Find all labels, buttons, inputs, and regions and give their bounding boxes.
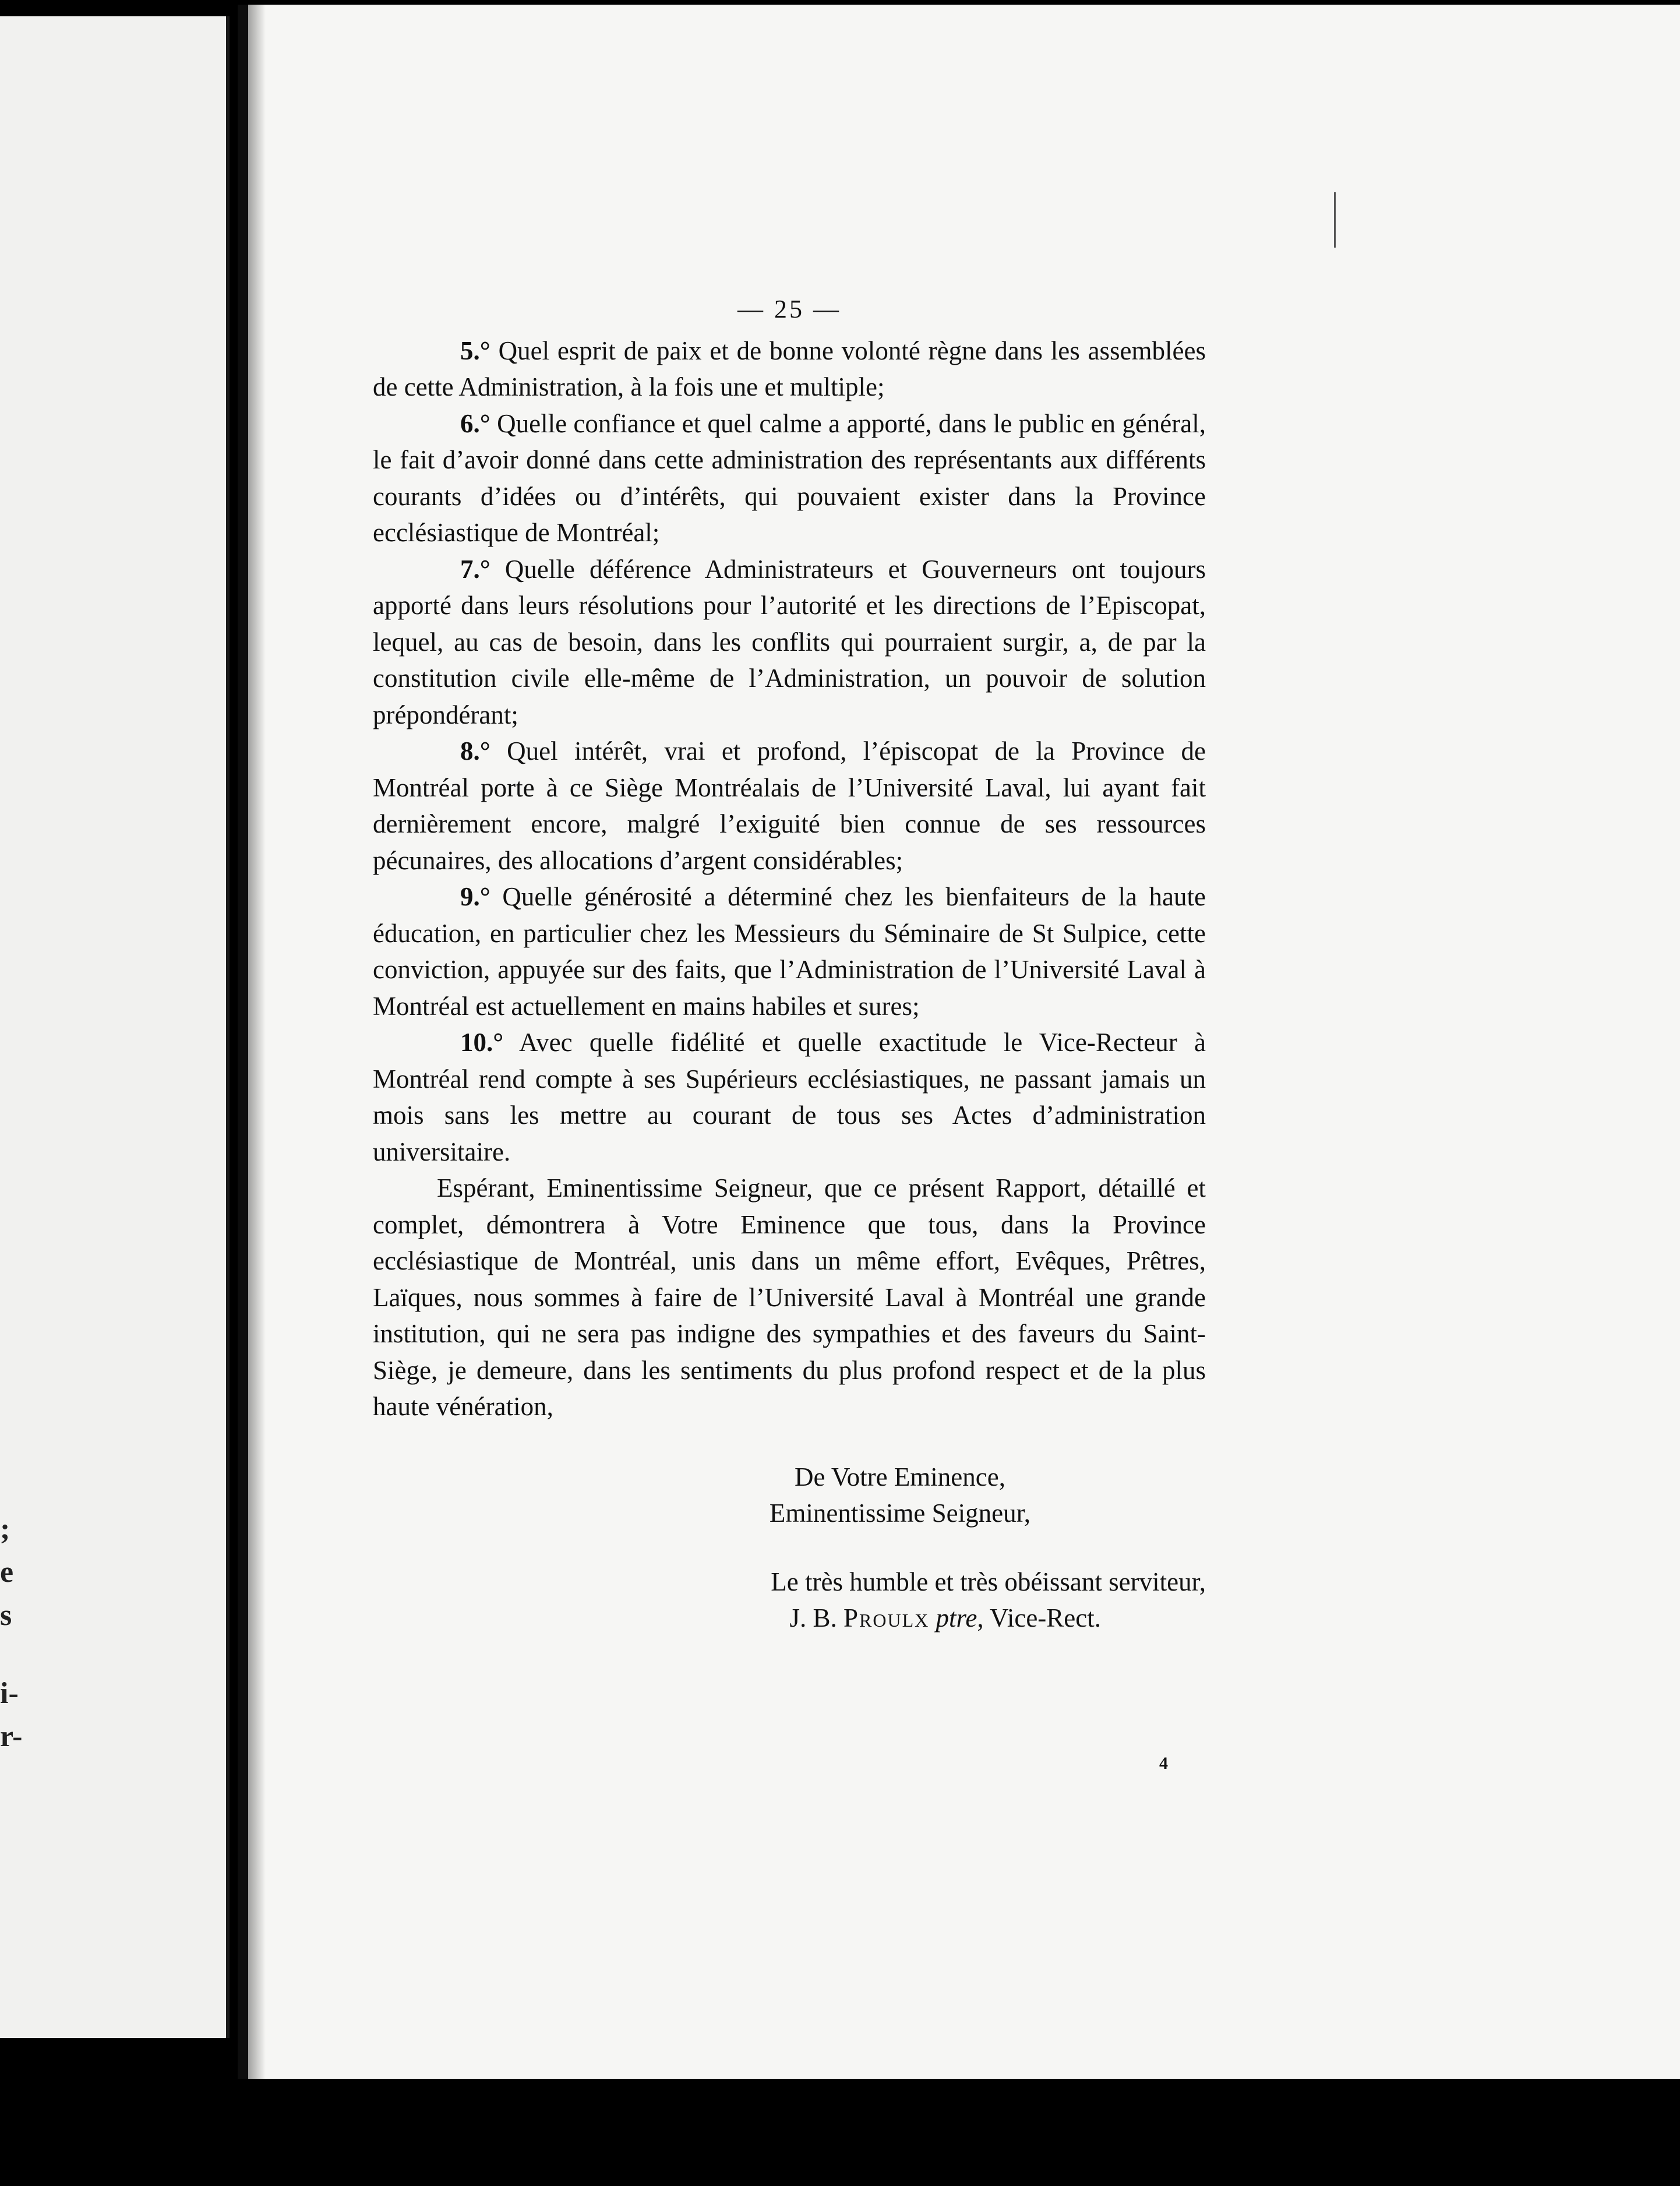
margin-fragment: ; xyxy=(0,1512,10,1546)
item-number: 5.° xyxy=(460,336,490,365)
item-number: 7.° xyxy=(460,554,490,584)
enumerated-paragraph xyxy=(373,733,1206,879)
signature-block xyxy=(373,1564,1206,1637)
item-number: 10.° xyxy=(460,1028,504,1057)
margin-fragment: r- xyxy=(0,1720,23,1753)
item-number: 8.° xyxy=(460,736,490,766)
gutter-shadow xyxy=(248,5,266,2079)
item-number: 9.° xyxy=(460,882,490,911)
signer-title: ptre xyxy=(936,1603,977,1633)
paragraph-text: Quelle déférence Administrateurs et Gouverneurs ont toujours apporté dans leurs résolutions pour l’autorité et les directions de l’Episcopat, lequel, au cas de besoin, dans les conflits qui pourraient surgir, a, de par la constitution civile elle-même de l’Administration, un pouvoir de solution prépondérant; xyxy=(373,554,1206,729)
left-page-margin-text xyxy=(0,1508,35,1758)
scan-artifact xyxy=(1334,192,1336,248)
enumerated-paragraph xyxy=(373,406,1206,551)
page-text xyxy=(373,291,1206,1637)
paragraph-text: Quelle générosité a déterminé chez les bienfaiteurs de la haute éducation, en particulier chez les Messieurs du Séminaire de St Sulpice, cette conviction, appuyée sur des faits, que l’Administration de l’Université Laval à Montréal est actuellement en mains habiles et sures; xyxy=(373,882,1206,1021)
signer-name: Proulx xyxy=(843,1603,930,1633)
page-number: — 25 — xyxy=(737,295,841,323)
item-number: 6.° xyxy=(460,408,490,438)
signature-mark: 4 xyxy=(1159,1754,1168,1773)
closing-paragraph: Espérant, Eminentissime Seigneur, que ce présent Rapport, détaillé et complet, démontrera à Votre Eminence que tous, dans la Province ecclésiastique de Montréal, unis dans un même effort, Evêques, Prêtres, Laïques, nous sommes à faire de l’Université Laval à Montréal une grande institution, qui ne sera pas indigne des sympathies et des faveurs du Saint-Siège, je demeure, dans les sentiments du plus profond respect et de la plus haute vénération, xyxy=(373,1173,1206,1421)
paragraph-text: Quel esprit de paix et de bonne volonté règne dans les assemblées de cette Administration, à la fois une et multiple; xyxy=(373,336,1206,401)
signer-initials: J. B. xyxy=(789,1603,837,1633)
salutation xyxy=(594,1459,1206,1532)
margin-fragment: i- xyxy=(0,1677,19,1710)
enumerated-paragraph xyxy=(373,879,1206,1024)
margin-fragment: s xyxy=(0,1599,12,1632)
page-bottom-edge xyxy=(238,2079,1680,2186)
signer-role: , Vice-Rect. xyxy=(977,1603,1101,1633)
left-page-edge xyxy=(0,16,230,2038)
paragraph-text: Avec quelle fidélité et quelle exactitude le Vice-Recteur à Montréal rend compte à ses Supérieurs ecclésiastiques, ne passant jamais un mois sans les mettre au courant de tous ses Actes d’administration universitaire. xyxy=(373,1028,1206,1166)
salutation-line: Eminentissime Seigneur, xyxy=(769,1499,1031,1528)
enumerated-paragraph xyxy=(373,333,1206,406)
paragraph-text: Quelle confiance et quel calme a apporté, dans le public en général, le fait d’avoir donné dans cette administration des représentants aux différents courants d’idées ou d’intérêts, qui pouvaient exister dans la Province ecclésiastique de Montréal; xyxy=(373,408,1206,547)
paragraph-text: Quel intérêt, vrai et profond, l’épiscopat de la Province de Montréal porte à ce Siège Montréalais de l’Université Laval, lui ayant fait dernièrement encore, malgré l’exiguité bien connue de ses ressources pécunaires, des allocations d’argent considérables; xyxy=(373,736,1206,875)
salutation-line: De Votre Eminence, xyxy=(795,1462,1005,1492)
signature-line: Le très humble et très obéissant serviteur, xyxy=(771,1567,1206,1596)
margin-fragment: e xyxy=(0,1556,14,1589)
enumerated-paragraph xyxy=(373,1024,1206,1170)
signer-line xyxy=(373,1600,1206,1637)
enumerated-paragraph xyxy=(373,551,1206,734)
